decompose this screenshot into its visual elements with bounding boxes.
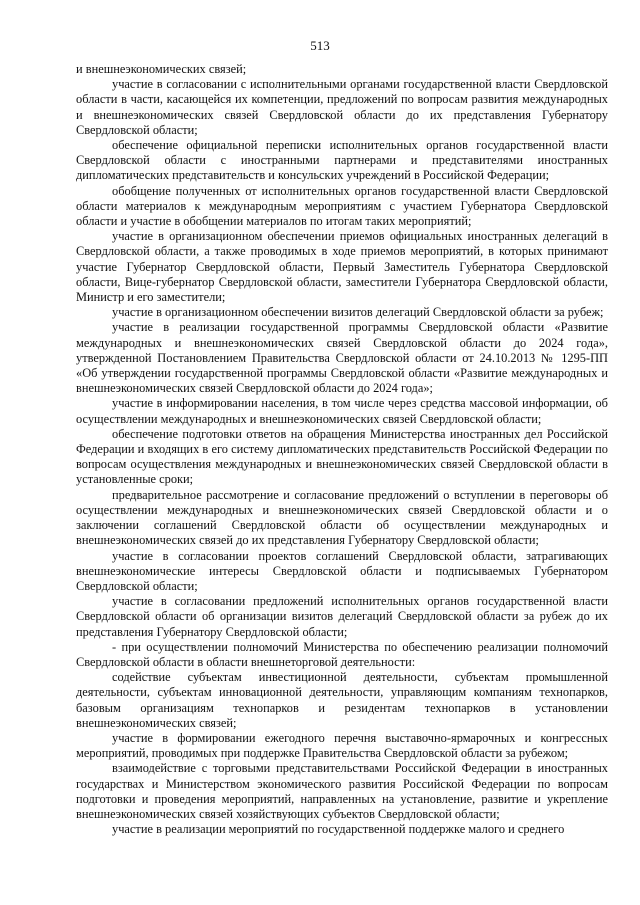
paragraph: содействие субъектам инвестиционной деятельности, субъектам промышленной деятельности, субъектам инновационной деятельности, управляющим компаниям технопарков, базовым организациям технопарков и резидентам технопарков в установлении внешнеэкономических связей; (76, 670, 608, 730)
page-number: 513 (310, 38, 330, 53)
body-text (76, 62, 608, 837)
paragraph: участие в реализации государственной программы Свердловской области «Развитие международных и внешнеэкономических связей Свердловской области до 2024 года», утвержденной Постановлением Правительства Свердловской области от 24.10.2013 № 1295-ПП «Об утверждении государственной программы Свердловской области «Развитие международных и внешнеэкономических связей Свердловской области до 2024 года»; (76, 320, 608, 396)
paragraph: обеспечение подготовки ответов на обращения Министерства иностранных дел Российской Федерации и входящих в его систему дипломатических представительств Российской Федерации по вопросам осуществления международных и внешнеэкономических связей Свердловской области в установленные сроки; (76, 426, 608, 487)
paragraph: и внешнеэкономических связей; (76, 62, 247, 76)
paragraph: обобщение полученных от исполнительных органов государственной власти Свердловской области материалов к международным мероприятиям с участием Губернатора Свердловской области и участие в обобщении материалов по итогам таких мероприятий; (76, 183, 608, 229)
paragraph: участие в организационном обеспечении приемов официальных иностранных делегаций в Свердловской области, а также проводимых в ходе приемов мероприятий, в которых принимают участие Губернатор Свердловской области, Первый Заместитель Губернатора Свердловской области, Вице-губернатор Свердловской области, заместители Губернатора Свердловской области, Министр и его заместители; (76, 229, 608, 305)
paragraph: предварительное рассмотрение и согласование предложений о вступлении в переговоры об осуществлении международных и внешнеэкономических связей Свердловской области и о заключении соглашений Свердловской области об осуществлении международных и внешнеэкономических связей до их представления Губернатору Свердловской области; (76, 487, 608, 548)
paragraph: участие в реализации мероприятий по государственной поддержке малого и среднего (112, 822, 565, 837)
paragraph: участие в формировании ежегодного перечня выставочно-ярмарочных и конгрессных мероприятий, проводимых при поддержке Правительства Свердловской области за рубежом; (76, 730, 608, 761)
paragraph: участие в организационном обеспечении визитов делегаций Свердловской области за рубеж; (112, 305, 604, 320)
paragraph: обеспечение официальной переписки исполнительных органов государственной власти Свердловской области с иностранными партнерами и представителями иностранных дипломатических представительств и консульских учреждений в Российской Федерации; (76, 138, 608, 183)
paragraph: участие в согласовании с исполнительными органами государственной власти Свердловской области в части, касающейся их компетенции, предложений по вопросам развития международных и внешнеэкономических связей Свердловской области до их представления Губернатору Свердловской области; (76, 77, 608, 137)
paragraph: участие в согласовании проектов соглашений Свердловской области, затрагивающих внешнеэкономические интересы Свердловской области и подписываемых Губернатором Свердловской области; (76, 548, 608, 593)
paragraph: участие в информировании населения, в том числе через средства массовой информации, об осуществлении международных и внешнеэкономических связей Свердловской области; (76, 396, 608, 426)
paragraph: участие в согласовании предложений исполнительных органов государственной власти Свердловской области об организации визитов делегаций Свердловской области за рубеж до их представления Губернатору Свердловской области; (76, 594, 608, 639)
paragraph: - при осуществлении полномочий Министерства по обеспечению реализации полномочий Свердловской области в области внешнеторговой деятельности: (76, 639, 608, 669)
paragraph: взаимодействие с торговыми представительствами Российской Федерации в иностранных государствах и Министерством экономического развития Российской Федерации по вопросам подготовки и проведения мероприятий, направленных на установление, развитие и укрепление внешнеэкономических связей хозяйствующих субъектов Свердловской области; (76, 761, 608, 821)
